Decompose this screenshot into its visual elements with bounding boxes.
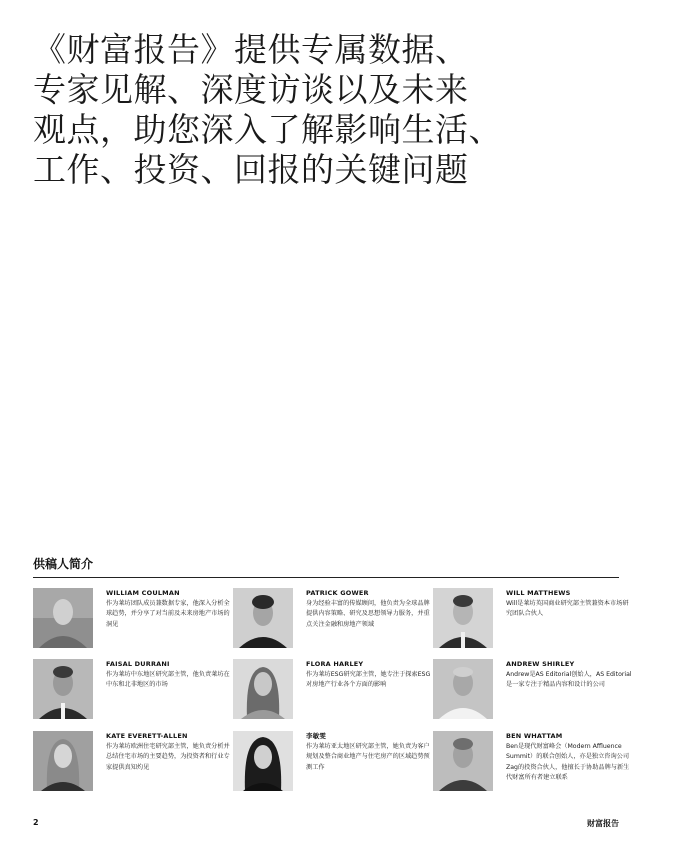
contributor-name: WILLIAM COULMAN: [106, 589, 180, 597]
section-divider: [33, 577, 619, 578]
contributor-photo: [33, 731, 93, 791]
contributor-photo: [433, 588, 493, 648]
contributor-card: [233, 588, 429, 650]
contributor-bio: 身为经验丰富的传媒顾问，他负责为全球品牌提供内容策略、研究及思想领导力服务，并重点关注金融和房地产领域: [306, 600, 430, 628]
footer-brand: 财富报告: [587, 819, 619, 828]
contributor-name: KATE EVERETT-ALLEN: [106, 732, 188, 740]
contributor-bio: Ben是现代财富峰会（Modern Affluence Summit）的联合创始人，亦是独立咨询公司Zag的投资合伙人，他擅长于协助品牌与新生代财富所有者建立联系: [506, 743, 630, 782]
contributor-photo: [233, 659, 293, 719]
contributor-photo: [433, 659, 493, 719]
contributor-card: [233, 731, 429, 793]
contributor-card: [433, 588, 629, 650]
contributor-card: [433, 731, 629, 793]
contributor-bio: 作为莱坊欧洲住宅研究部主管，她负责分析并总结住宅市场的主要趋势，为投资者和行业专家提供真知灼见: [106, 743, 230, 771]
contributor-photo: [233, 588, 293, 648]
contributor-photo: [433, 731, 493, 791]
contributor-name: 李敏雯: [306, 732, 327, 740]
contributor-name: FLORA HARLEY: [306, 660, 364, 668]
headline: [33, 30, 633, 190]
headline-line: 《财富报告》提供专属数据、: [33, 30, 469, 69]
headline-line: 工作、投资、回报的关键问题: [33, 150, 469, 189]
contributor-photo: [33, 588, 93, 648]
contributor-name: BEN WHATTAM: [506, 732, 563, 740]
contributor-bio: 作为莱坊中东地区研究部主管，他负责莱坊在中东和北非地区的市场: [106, 671, 230, 689]
contributor-bio: 作为莱坊亚太地区研究部主管，她负责为客户规划及整合商业地产与住宅房产的区域趋势预测工作: [306, 743, 430, 771]
contributor-card: [33, 659, 229, 721]
contributor-name: FAISAL DURRANI: [106, 660, 170, 668]
contributor-card: [33, 588, 229, 650]
contributor-bio: Andrew是AS Editorial创始人，AS Editorial是一家专注于精品内容和设计的公司: [506, 671, 632, 689]
contributor-photo: [233, 731, 293, 791]
page-number: 2: [33, 818, 39, 827]
contributor-card: [433, 659, 632, 721]
contributor-card: [233, 659, 429, 721]
contributor-photo: [33, 659, 93, 719]
contributor-bio: 作为莱坊团队成员兼数据专家，他深入分析全球趋势，并分享了对当前及未来房地产市场的洞见: [106, 600, 230, 628]
contributor-card: [33, 731, 229, 793]
contributor-bio: Will是莱坊英国商业研究部主管兼资本市场研究团队合伙人: [506, 600, 629, 618]
contributor-name: ANDREW SHIRLEY: [506, 660, 575, 668]
contributors-title: 供稿人简介: [33, 557, 94, 571]
headline-line: 专家见解、深度访谈以及未来: [33, 70, 469, 109]
headline-line: 观点，助您深入了解影响生活、: [33, 110, 502, 149]
contributor-name: WILL MATTHEWS: [506, 589, 571, 597]
contributor-bio: 作为莱坊ESG研究部主管，她专注于探索ESG对房地产行业各个方面的影响: [306, 671, 431, 689]
contributor-name: PATRICK GOWER: [306, 589, 369, 597]
